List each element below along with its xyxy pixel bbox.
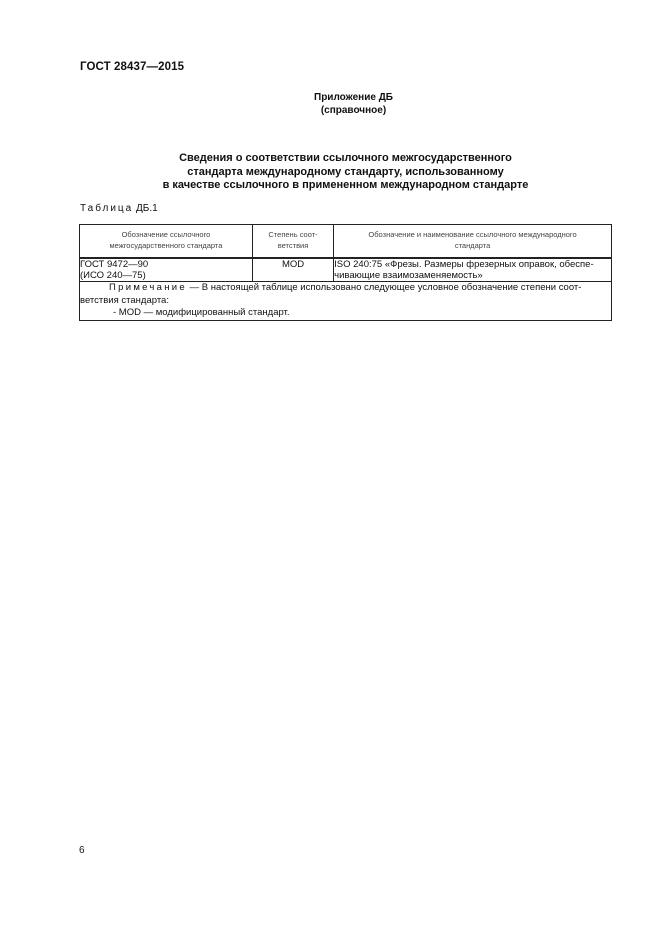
document-standard-id: ГОСТ 28437—2015: [80, 61, 185, 73]
header-degree: [252, 225, 333, 259]
header-international-standard: [334, 225, 612, 259]
table-caption-prefix: Таблица: [80, 203, 134, 214]
appendix-title: Приложение ДБ: [314, 92, 393, 103]
cell-line: ISO 240:75 «Фрезы. Размеры фрезерных оправок, обеспе-: [334, 259, 594, 270]
table-note: [80, 282, 612, 321]
note-line: [80, 282, 611, 295]
table-header-row: [80, 225, 612, 259]
note-label: Примечание: [109, 282, 187, 293]
header-line: ветствия: [277, 241, 309, 250]
page-number: 6: [79, 845, 85, 856]
header-line: Обозначение ссылочного: [121, 230, 211, 239]
appendix-subtitle: (справочное): [320, 105, 387, 116]
section-title-line: Сведения о соответствии ссылочного межгосударственного: [179, 152, 512, 164]
cell-reference-standard: [80, 258, 253, 282]
cell-line: (ИСО 240—75): [80, 270, 146, 281]
cell-line: чивающие взаимозаменяемость»: [334, 270, 483, 281]
table-note-row: [80, 282, 612, 321]
cell-international-standard: [334, 258, 612, 282]
header-line: межгосударственного стандарта: [109, 241, 223, 250]
section-title: [80, 152, 611, 193]
header-line: Обозначение и наименование ссылочного международного: [368, 230, 577, 239]
cell-line: ГОСТ 9472—90: [80, 259, 149, 270]
header-reference-standard: [80, 225, 253, 259]
cell-degree: MOD: [252, 258, 333, 282]
correspondence-table: [79, 224, 612, 321]
note-line: ветствия стандарта:: [80, 294, 169, 306]
note-text: — В настоящей таблице использовано следующее условное обозначение степени соот-: [187, 282, 582, 293]
header-line: Степень соот-: [268, 230, 318, 239]
table-caption: [80, 203, 158, 214]
table-caption-number: ДБ.1: [136, 203, 158, 214]
note-item: - MOD — модифицированный стандарт.: [113, 307, 290, 318]
header-line: стандарта: [454, 241, 491, 250]
section-title-line: стандарта международному стандарту, использованному: [187, 165, 504, 178]
appendix-heading: [0, 91, 661, 117]
section-title-line: в качестве ссылочного в примененном международном стандарте: [162, 179, 529, 191]
table-row: [80, 258, 612, 282]
